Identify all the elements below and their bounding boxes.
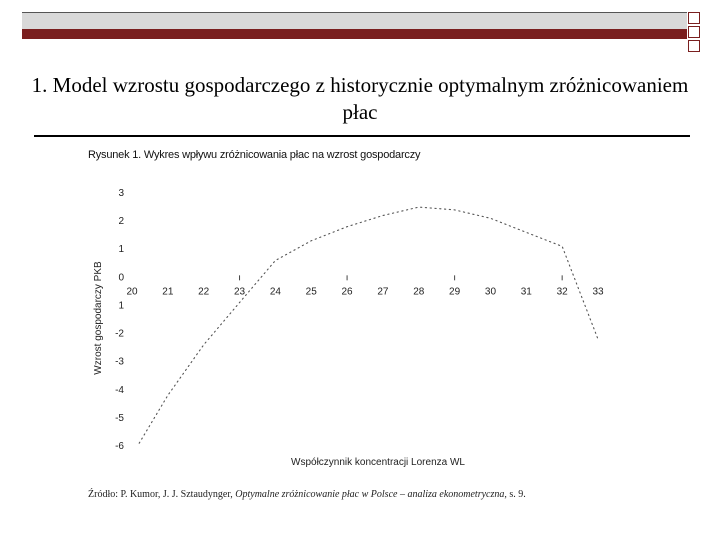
- x-tick-labels: [126, 286, 604, 297]
- x-tick-label: 25: [305, 286, 317, 298]
- y-tick-label: 1: [118, 300, 124, 312]
- source-suffix: , s. 9.: [504, 489, 526, 500]
- x-tick-label: 33: [592, 286, 604, 298]
- data-series: [139, 207, 598, 443]
- series-line: [139, 207, 598, 443]
- figure-source: [88, 489, 526, 500]
- source-title: Optymalne zróżnicowanie płac w Polsce – analiza ekonometryczna: [235, 489, 505, 500]
- x-tick-label: 27: [377, 286, 389, 298]
- x-tick-label: 22: [198, 286, 210, 298]
- figure-caption: Rysunek 1. Wykres wpływu zróżnicowania płac na wzrost gospodarczy: [88, 149, 421, 161]
- source-prefix: Źródło: P. Kumor, J. J. Sztaudynger,: [88, 489, 236, 500]
- x-tick-label: 20: [126, 286, 138, 298]
- x-tick-label: 23: [233, 286, 246, 298]
- y-tick-label: -6: [115, 441, 124, 452]
- y-tick-label: -3: [115, 356, 124, 368]
- x-tick-label: 29: [449, 286, 461, 298]
- y-tick-label: -5: [115, 412, 124, 424]
- x-axis-label: Współczynnik koncentracji Lorenza WL: [291, 457, 465, 468]
- x-tick-label: 24: [269, 286, 281, 298]
- y-tick-label: 1: [118, 244, 124, 256]
- x-tick-marks: [240, 275, 563, 280]
- x-tick-label: 32: [556, 286, 568, 298]
- y-tick-label: 3: [118, 188, 124, 199]
- y-tick-labels: [115, 188, 124, 452]
- x-tick-label: 31: [520, 286, 532, 298]
- y-tick-label: -2: [115, 328, 124, 340]
- x-tick-label: 28: [413, 286, 425, 298]
- x-tick-label: 26: [341, 286, 353, 298]
- y-axis-label: Wzrost gospodarczy PKB: [93, 261, 104, 375]
- y-tick-label: 0: [118, 272, 124, 284]
- x-tick-label: 21: [162, 286, 174, 298]
- x-tick-label: 30: [484, 286, 497, 298]
- y-tick-label: 2: [118, 216, 124, 228]
- slide-title: 1. Model wzrostu gospodarczego z historycznie optymalnym zróżnicowaniem płac: [31, 73, 689, 124]
- y-tick-label: -4: [115, 384, 124, 396]
